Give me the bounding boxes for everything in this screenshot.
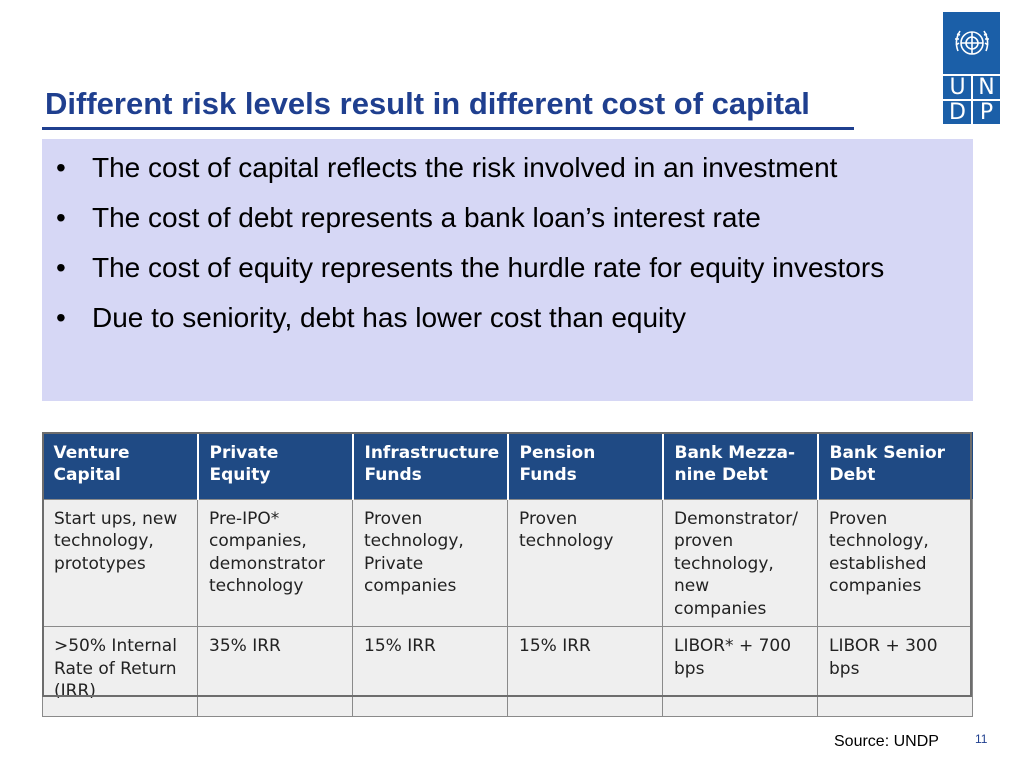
table-cell: LIBOR + 300 bps	[818, 627, 973, 717]
table-header-cell: Private Equity	[198, 432, 353, 499]
table-cell: Proven technology	[508, 499, 663, 627]
bullet-item: • The cost of debt represents a bank loan’s interest rate	[52, 197, 942, 238]
table-cell: Start ups, new technology, prototypes	[43, 499, 198, 627]
table-header-cell: Bank Senior Debt	[818, 432, 973, 499]
financing-table	[42, 432, 973, 717]
table-header-row	[43, 432, 973, 499]
table-cell: Proven technology, Private companies	[353, 499, 508, 627]
table-header-cell: Infrastructure Funds	[353, 432, 508, 499]
logo-letter: D	[949, 100, 966, 125]
page-number: 11	[975, 732, 988, 746]
table-cell: 15% IRR	[353, 627, 508, 717]
logo-letter: U	[949, 75, 966, 100]
table-header-cell: Venture Capital	[43, 432, 198, 499]
bullet-item: • The cost of equity represents the hurdle rate for equity investors	[52, 247, 942, 288]
slide-title: Different risk levels result in different cost of capital	[45, 86, 810, 121]
table-cell: Pre-IPO* companies, demonstrator technology	[198, 499, 353, 627]
table-row	[43, 627, 973, 717]
logo-letter: P	[979, 100, 994, 125]
table-cell: Demonstrator/ proven technology, new companies	[663, 499, 818, 627]
bullet-item: • Due to seniority, debt has lower cost than equity	[52, 297, 942, 338]
table-cell: >50% Internal Rate of Return (IRR)	[43, 627, 198, 717]
table-cell: 35% IRR	[198, 627, 353, 717]
table-cell: LIBOR* + 700 bps	[663, 627, 818, 717]
table-header-cell: Pension Funds	[508, 432, 663, 499]
logo-letter: N	[978, 75, 995, 100]
table-cell: 15% IRR	[508, 627, 663, 717]
source-note: Source: UNDP	[834, 733, 939, 750]
table-cell: Proven technology, established companies	[818, 499, 973, 627]
table-header-cell: Bank Mezza-nine Debt	[663, 432, 818, 499]
un-emblem-icon	[943, 12, 1000, 74]
title-underline	[42, 127, 854, 130]
table-row	[43, 499, 973, 627]
bullet-list	[52, 147, 942, 347]
undp-logo	[943, 12, 1000, 124]
bullet-item: • The cost of capital reflects the risk involved in an investment	[52, 147, 942, 188]
